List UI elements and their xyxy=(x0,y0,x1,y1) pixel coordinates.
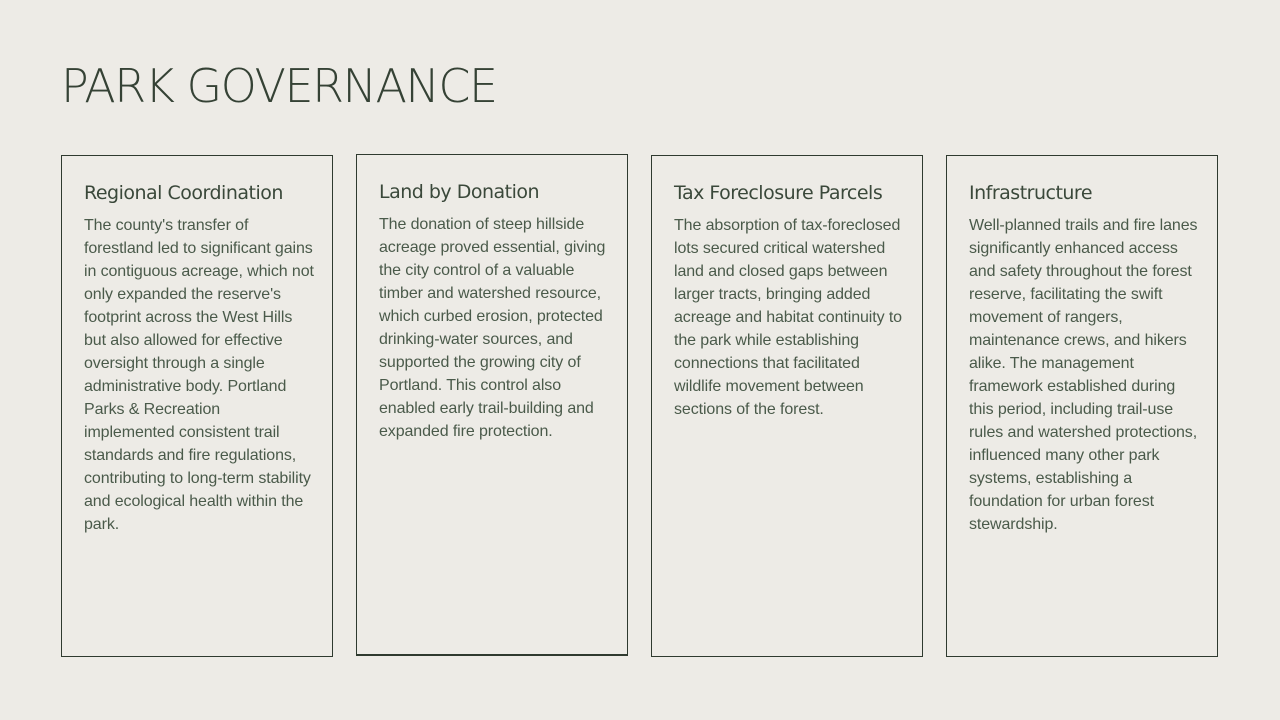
card-heading: Regional Coordination xyxy=(84,182,283,204)
card-body-text: The donation of steep hillside acreage proved essential, giving the city control of a valuable timber and watershed resource, which curbed erosion, protected drinking-water sources, and supported the growing city of Portland. This control also enabled early trail-building and expanded fire protection. xyxy=(379,216,606,440)
card-body-text: Well-planned trails and fire lanes significantly enhanced access and safety throughout the forest reserve, facilitating the swift movement of rangers, maintenance crews, and hikers alike. The management framework established during this period, including trail-use rules and watershed protections, influenced many other park systems, establishing a foundation for urban forest stewardship. xyxy=(969,217,1198,533)
card-infrastructure xyxy=(946,155,1218,657)
card-land-by-donation xyxy=(356,154,628,656)
card-tax-foreclosure-parcels xyxy=(651,155,923,657)
card-body-text: The county's transfer of forestland led to significant gains in contiguous acreage, which not only expanded the reserve's footprint across the West Hills but also allowed for effective oversight through a single administrative body. Portland Parks & Recreation implemented consistent trail standards and fire regulations, contributing to long-term stability and ecological health within the park. xyxy=(84,217,314,533)
card-heading: Infrastructure xyxy=(969,182,1093,204)
card-regional-coordination xyxy=(61,155,333,657)
card-heading: Tax Foreclosure Parcels xyxy=(674,182,883,204)
slide-title: PARK GOVERNANCE xyxy=(61,59,497,113)
card-heading: Land by Donation xyxy=(379,181,540,203)
card-body-text: The absorption of tax-foreclosed lots secured critical watershed land and closed gaps between larger tracts, bringing added acreage and habitat continuity to the park while establishing connections that facilitated wildlife movement between sections of the forest. xyxy=(674,217,902,418)
